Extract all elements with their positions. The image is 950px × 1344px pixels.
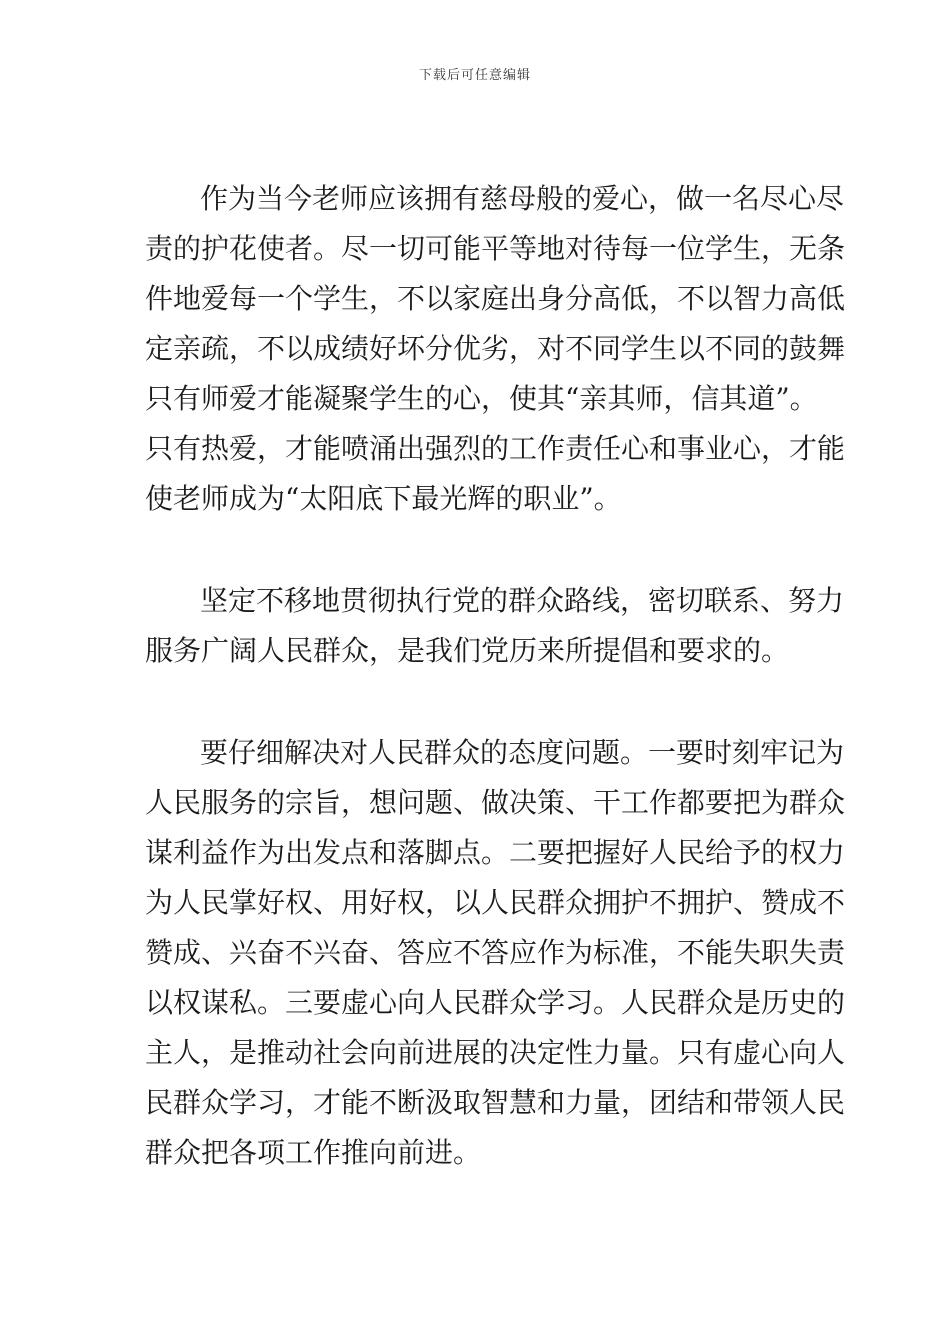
paragraph-3-line-5: 赞成、兴奋不兴奋、答应不答应作为标准，不能失职失责 — [145, 936, 846, 969]
paragraph-1-line-1: 作为当今老师应该拥有慈母般的爱心，做一名尽心尽 — [200, 182, 845, 215]
paragraph-2-line-2: 服务广阔人民群众，是我们党历来所提倡和要求的。 — [145, 634, 790, 667]
page-header: 下载后可任意编辑 — [418, 68, 531, 83]
paragraph-1-line-5: 只有师爱才能凝聚学生的心，使其“亲其师，信其道”。 — [145, 382, 818, 415]
paragraph-3-line-6: 以权谋私。三要虚心向人民群众学习。人民群众是历史的 — [145, 986, 846, 1019]
paragraph-1-line-4: 定亲疏，不以成绩好坏分优劣，对不同学生以不同的鼓舞 — [145, 332, 846, 365]
paragraph-3-line-8: 民群众学习，才能不断汲取智慧和力量，团结和带领人民 — [145, 1086, 846, 1119]
paragraph-3-line-9: 群众把各项工作推向前进。 — [145, 1136, 482, 1169]
paragraph-1-line-7: 使老师成为“太阳底下最光辉的职业”。 — [145, 482, 622, 515]
paragraph-3-line-1: 要仔细解决对人民群众的态度问题。一要时刻牢记为 — [200, 736, 845, 769]
paragraph-1-line-3: 件地爱每一个学生，不以家庭出身分高低，不以智力高低 — [145, 282, 846, 315]
paragraph-3-line-7: 主人，是推动社会向前进展的决定性力量。只有虚心向人 — [145, 1036, 846, 1069]
paragraph-2-line-1: 坚定不移地贯彻执行党的群众路线，密切联系、努力 — [200, 584, 845, 617]
paragraph-3-line-2: 人民服务的宗旨，想问题、做决策、干工作都要把为群众 — [145, 786, 846, 819]
paragraph-3-line-3: 谋利益作为出发点和落脚点。二要把握好人民给予的权力 — [145, 836, 846, 869]
paragraph-1-line-6: 只有热爱，才能喷涌出强烈的工作责任心和事业心，才能 — [145, 432, 846, 465]
paragraph-3-line-4: 为人民掌好权、用好权，以人民群众拥护不拥护、赞成不 — [145, 886, 846, 919]
paragraph-1-line-2: 责的护花使者。尽一切可能平等地对待每一位学生，无条 — [145, 232, 846, 265]
